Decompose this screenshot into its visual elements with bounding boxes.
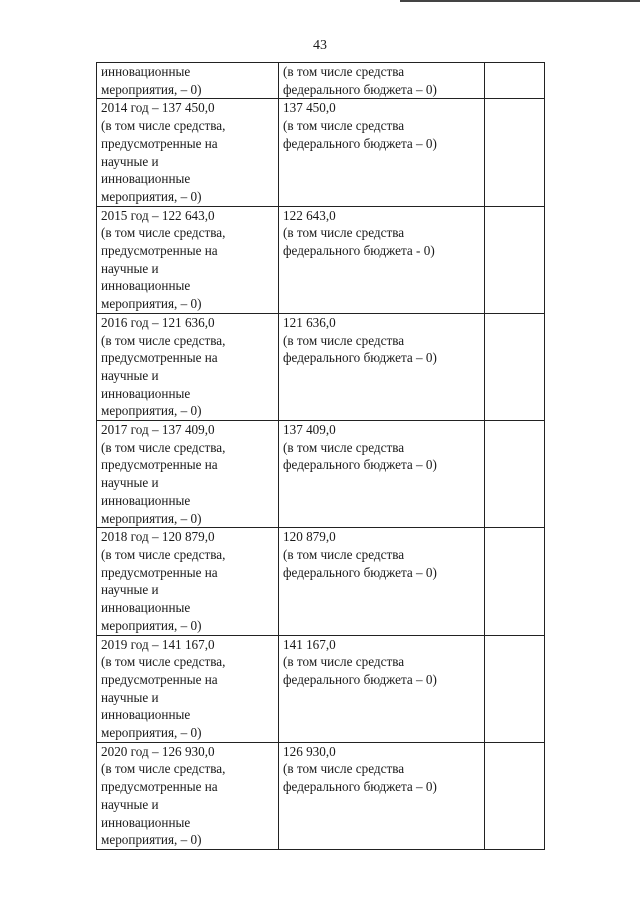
page-number: 43 bbox=[313, 38, 327, 53]
cell-line: 121 636,0 bbox=[283, 314, 336, 330]
cell-line: предусмотренные на bbox=[101, 350, 218, 366]
cell-line: инновационные bbox=[101, 278, 191, 294]
cell-line: федерального бюджета - 0) bbox=[283, 243, 435, 259]
cell-line: мероприятия, – 0) bbox=[101, 725, 202, 741]
cell-line: инновационные bbox=[101, 814, 191, 830]
cell-line: научные и bbox=[101, 689, 159, 705]
cell-line: федерального бюджета – 0) bbox=[283, 81, 437, 97]
cell-line: 2018 год – 120 879,0 bbox=[101, 529, 215, 545]
cell-line: федерального бюджета – 0) bbox=[283, 779, 437, 795]
cell-line: (в том числе средства bbox=[283, 225, 405, 241]
cell-line: 2019 год – 141 167,0 bbox=[101, 636, 215, 652]
cell-line: (в том числе средства bbox=[283, 546, 405, 562]
cell-empty bbox=[485, 742, 545, 849]
cell-total bbox=[97, 421, 279, 528]
cell-line: инновационные bbox=[101, 385, 191, 401]
table-row bbox=[97, 206, 545, 313]
cell-line: инновационные bbox=[101, 600, 191, 616]
cell-line: федерального бюджета – 0) bbox=[283, 564, 437, 580]
cell-line: 2014 год – 137 450,0 bbox=[101, 100, 215, 116]
cell-line: 141 167,0 bbox=[283, 636, 336, 652]
cell-line: 137 409,0 bbox=[283, 422, 336, 438]
cell-line: предусмотренные на bbox=[101, 671, 218, 687]
cell-line: мероприятия, – 0) bbox=[101, 832, 202, 848]
cell-federal-continuation bbox=[279, 63, 485, 99]
cell-line: инновационные bbox=[101, 64, 191, 79]
cell-line: инновационные bbox=[101, 171, 191, 187]
cell-line: (в том числе средства, bbox=[101, 225, 226, 241]
cell-empty bbox=[485, 63, 545, 99]
cell-federal bbox=[279, 421, 485, 528]
cell-line: мероприятия, – 0) bbox=[101, 81, 202, 97]
cell-line: предусмотренные на bbox=[101, 564, 218, 580]
cell-line: инновационные bbox=[101, 707, 191, 723]
cell-federal bbox=[279, 206, 485, 313]
cell-line: научные и bbox=[101, 367, 159, 383]
cell-line: 126 930,0 bbox=[283, 743, 336, 759]
cell-total bbox=[97, 742, 279, 849]
table-row bbox=[97, 313, 545, 420]
cell-empty bbox=[485, 528, 545, 635]
table-row-continuation bbox=[97, 63, 545, 99]
cell-line: мероприятия, – 0) bbox=[101, 188, 202, 204]
cell-federal bbox=[279, 313, 485, 420]
cell-line: предусмотренные на bbox=[101, 779, 218, 795]
cell-empty bbox=[485, 99, 545, 206]
budget-table-body bbox=[97, 63, 545, 850]
cell-total bbox=[97, 635, 279, 742]
cell-line: (в том числе средства bbox=[283, 64, 405, 79]
cell-line: федерального бюджета – 0) bbox=[283, 135, 437, 151]
table-row bbox=[97, 528, 545, 635]
cell-total bbox=[97, 99, 279, 206]
cell-line: федерального бюджета – 0) bbox=[283, 671, 437, 687]
budget-table bbox=[96, 62, 545, 850]
cell-line: предусмотренные на bbox=[101, 243, 218, 259]
cell-line: предусмотренные на bbox=[101, 135, 218, 151]
table-row bbox=[97, 635, 545, 742]
cell-line: (в том числе средства, bbox=[101, 118, 226, 134]
table-row bbox=[97, 742, 545, 849]
cell-line: мероприятия, – 0) bbox=[101, 296, 202, 312]
cell-line: федерального бюджета – 0) bbox=[283, 457, 437, 473]
cell-total-continuation bbox=[97, 63, 279, 99]
cell-empty bbox=[485, 421, 545, 528]
cell-line: научные и bbox=[101, 582, 159, 598]
table-row bbox=[97, 421, 545, 528]
cell-line: (в том числе средства, bbox=[101, 761, 226, 777]
cell-line: научные и bbox=[101, 153, 159, 169]
cell-line: научные и bbox=[101, 796, 159, 812]
cell-line: инновационные bbox=[101, 492, 191, 508]
cell-federal bbox=[279, 635, 485, 742]
cell-line: 2015 год – 122 643,0 bbox=[101, 207, 215, 223]
cell-total bbox=[97, 313, 279, 420]
cell-line: (в том числе средства bbox=[283, 761, 405, 777]
cell-empty bbox=[485, 635, 545, 742]
cell-federal bbox=[279, 99, 485, 206]
cell-line: (в том числе средства bbox=[283, 654, 405, 670]
top-edge-rule bbox=[400, 0, 640, 2]
cell-line: мероприятия, – 0) bbox=[101, 510, 202, 526]
cell-total bbox=[97, 528, 279, 635]
cell-total bbox=[97, 206, 279, 313]
cell-empty bbox=[485, 313, 545, 420]
table-row bbox=[97, 99, 545, 206]
cell-line: (в том числе средства, bbox=[101, 439, 226, 455]
cell-line: научные и bbox=[101, 260, 159, 276]
cell-line: федерального бюджета – 0) bbox=[283, 350, 437, 366]
cell-line: (в том числе средства, bbox=[101, 546, 226, 562]
cell-federal bbox=[279, 742, 485, 849]
cell-line: научные и bbox=[101, 475, 159, 491]
cell-federal bbox=[279, 528, 485, 635]
cell-line: 137 450,0 bbox=[283, 100, 336, 116]
cell-line: (в том числе средства, bbox=[101, 654, 226, 670]
cell-line: мероприятия, – 0) bbox=[101, 403, 202, 419]
cell-empty bbox=[485, 206, 545, 313]
cell-line: 122 643,0 bbox=[283, 207, 336, 223]
cell-line: (в том числе средства bbox=[283, 118, 405, 134]
cell-line: (в том числе средства bbox=[283, 332, 405, 348]
cell-line: предусмотренные на bbox=[101, 457, 218, 473]
cell-line: 2017 год – 137 409,0 bbox=[101, 422, 215, 438]
cell-line: 2020 год – 126 930,0 bbox=[101, 743, 215, 759]
cell-line: мероприятия, – 0) bbox=[101, 617, 202, 633]
cell-line: 120 879,0 bbox=[283, 529, 336, 545]
cell-line: 2016 год – 121 636,0 bbox=[101, 314, 215, 330]
cell-line: (в том числе средства bbox=[283, 439, 405, 455]
cell-line: (в том числе средства, bbox=[101, 332, 226, 348]
